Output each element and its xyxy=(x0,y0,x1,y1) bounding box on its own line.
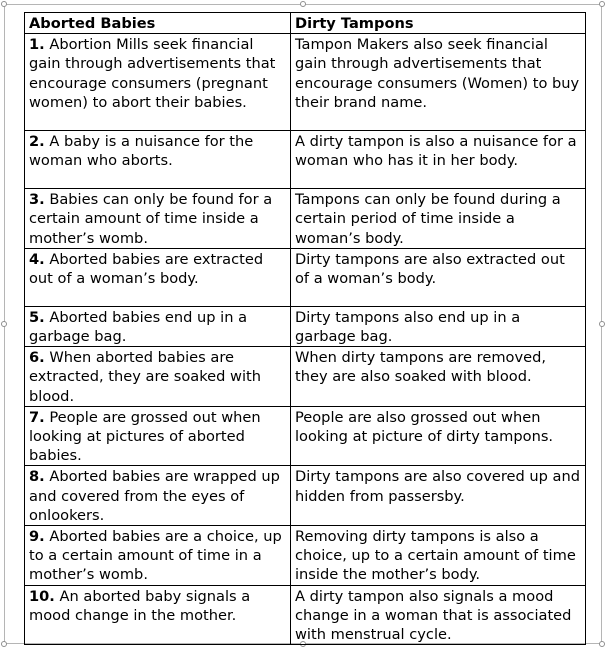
cell-dirty-tampons: Dirty tampons are also covered up and hidden from passersby. xyxy=(291,466,586,526)
cell-dirty-tampons: Removing dirty tampons is also a choice, up to a certain amount of time inside the mother’s body. xyxy=(291,526,586,586)
cell-aborted-babies xyxy=(25,406,291,466)
cell-dirty-tampons: Dirty tampons are also extracted out of a woman’s body. xyxy=(291,248,586,306)
table-row xyxy=(25,306,586,346)
aborted-babies-text: People are grossed out when looking at pictures of aborted babies. xyxy=(29,408,261,465)
cell-aborted-babies xyxy=(25,466,291,526)
table-body xyxy=(25,34,586,645)
table-row xyxy=(25,189,586,249)
cell-aborted-babies xyxy=(25,34,291,131)
item-number: 10. xyxy=(29,587,55,605)
item-number: 8. xyxy=(29,468,45,486)
aborted-babies-text: Aborted babies are extracted out of a woman’s body. xyxy=(29,250,264,288)
table-row xyxy=(25,131,586,189)
item-number: 2. xyxy=(29,133,45,151)
table-row xyxy=(25,526,586,586)
aborted-babies-text: Aborted babies are a choice, up to a certain amount of time in a mother’s womb. xyxy=(29,528,282,584)
cell-dirty-tampons: Tampons can only be found during a certain period of time inside a woman’s body. xyxy=(291,189,586,249)
comparison-table xyxy=(24,12,586,645)
table-row xyxy=(25,466,586,526)
cell-aborted-babies xyxy=(25,248,291,306)
cell-dirty-tampons: People are also grossed out when looking at picture of dirty tampons. xyxy=(291,406,586,466)
cell-aborted-babies xyxy=(25,131,291,189)
cell-aborted-babies xyxy=(25,526,291,586)
item-number: 9. xyxy=(29,528,45,546)
resize-handle-middle-right[interactable] xyxy=(599,321,605,327)
cell-aborted-babies xyxy=(25,306,291,346)
header-aborted-babies: Aborted Babies xyxy=(25,13,291,34)
table-row xyxy=(25,248,586,306)
cell-dirty-tampons: Dirty tampons also end up in a garbage bag. xyxy=(291,306,586,346)
resize-handle-top-center[interactable] xyxy=(300,1,306,7)
table-row xyxy=(25,347,586,407)
table-row xyxy=(25,406,586,466)
item-number: 5. xyxy=(29,308,45,326)
item-number: 7. xyxy=(29,408,45,426)
table-row xyxy=(25,34,586,131)
cell-dirty-tampons: A dirty tampon also signals a mood change in a woman that is associated with menstrual cycle. xyxy=(291,585,586,645)
resize-handle-bottom-right[interactable] xyxy=(599,641,605,647)
cell-dirty-tampons: When dirty tampons are removed, they are also soaked with blood. xyxy=(291,347,586,407)
aborted-babies-text: Aborted babies end up in a garbage bag. xyxy=(29,308,248,346)
resize-handle-top-left[interactable] xyxy=(1,1,7,7)
aborted-babies-text: Abortion Mills seek financial gain through advertisements that encourage consumers (pregnant women) to abort their babies. xyxy=(29,36,276,111)
cell-dirty-tampons: Tampon Makers also seek financial gain through advertisements that encourage consumers (Women) to buy their brand name. xyxy=(291,34,586,131)
cell-aborted-babies xyxy=(25,585,291,645)
header-row xyxy=(25,13,586,34)
table-row xyxy=(25,585,586,645)
cell-dirty-tampons: A dirty tampon is also a nuisance for a woman who has it in her body. xyxy=(291,131,586,189)
aborted-babies-text: When aborted babies are extracted, they are soaked with blood. xyxy=(29,349,262,405)
item-number: 3. xyxy=(29,191,45,209)
cell-aborted-babies xyxy=(25,347,291,407)
item-number: 1. xyxy=(29,36,45,54)
cell-aborted-babies xyxy=(25,189,291,249)
resize-handle-middle-left[interactable] xyxy=(1,321,7,327)
resize-handle-bottom-left[interactable] xyxy=(1,641,7,647)
item-number: 4. xyxy=(29,250,45,268)
item-number: 6. xyxy=(29,349,45,367)
aborted-babies-text: Babies can only be found for a certain amount of time inside a mother’s womb. xyxy=(29,191,273,247)
aborted-babies-text: An aborted baby signals a mood change in the mother. xyxy=(29,587,251,624)
aborted-babies-text: A baby is a nuisance for the woman who aborts. xyxy=(29,133,254,170)
header-dirty-tampons: Dirty Tampons xyxy=(291,13,586,34)
resize-handle-top-right[interactable] xyxy=(599,1,605,7)
aborted-babies-text: Aborted babies are wrapped up and covered from the eyes of onlookers. xyxy=(29,468,280,524)
